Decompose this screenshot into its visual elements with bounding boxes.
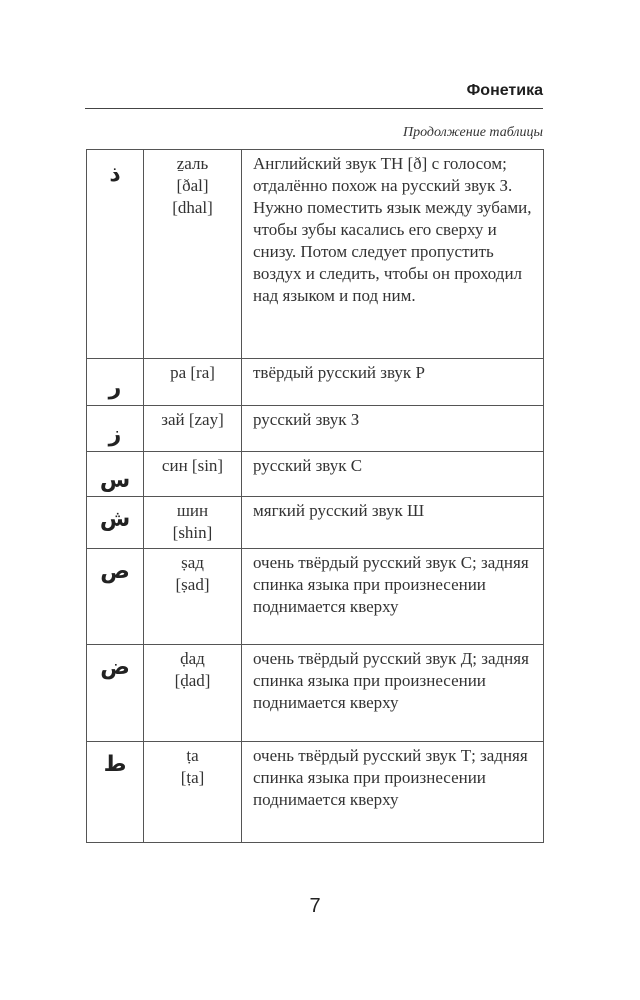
letter-name-line: зай [zay] [161,410,224,429]
table-row [87,406,544,452]
table-row [87,497,544,549]
arabic-letter: ذ [87,150,144,359]
letter-description: очень твёрдый русский звук Д; задняя спинка языка при произнесении поднимается кверху [242,645,544,742]
letter-description: очень твёрдый русский звук С; задняя спинка языка при произнесении поднимается кверху [242,549,544,645]
letter-description: очень твёрдый русский звук Т; задняя спинка языка при произнесении поднимается кверху [242,742,544,843]
letter-name [144,150,242,359]
table-row [87,452,544,497]
letter-name [144,359,242,406]
phonetics-table [86,149,544,843]
letter-description: мягкий русский звук Ш [242,497,544,549]
table-continuation-label: Продолжение таблицы [402,125,543,140]
header-rule [85,108,543,109]
letter-name-line: [ḍad] [174,671,211,690]
table-row [87,645,544,742]
table-row [87,742,544,843]
letter-name-line: ẕаль [176,154,209,173]
table-row [87,150,544,359]
arabic-letter: ض [87,645,144,742]
letter-name-line: [dhal] [172,198,213,217]
letter-name-line: [shin] [172,523,213,542]
running-head-section-title: Фонетика [466,82,543,99]
letter-name-line: син [sin] [161,456,224,475]
letter-name [144,645,242,742]
letter-name [144,742,242,843]
arabic-letter: ز [87,406,144,452]
arabic-letter: ص [87,549,144,645]
letter-name-line: [ṭa] [180,768,205,787]
arabic-letter: ش [87,497,144,549]
letter-name-line: ḍад [180,649,205,668]
table-row [87,549,544,645]
page-number: 7 [309,895,321,917]
arabic-letter: س [87,452,144,497]
letter-description: твёрдый русский звук Р [242,359,544,406]
letter-name-line: шин [176,501,209,520]
letter-name [144,452,242,497]
letter-name-line: [ṣad] [175,575,210,594]
letter-description: Английский звук TH [ð] с голосом; отдалённо похож на русский звук З. Нужно поместить язык между зубами, чтобы зубы касались его сверху и снизу. Потом следует пропустить воздух и следить, чтобы он проходил над языком и под ним. [242,150,544,359]
letter-name [144,497,242,549]
arabic-letter: ر [87,359,144,406]
letter-description: русский звук З [242,406,544,452]
table-row [87,359,544,406]
letter-name-line: ṭа [186,746,199,765]
letter-name [144,406,242,452]
letter-description: русский звук С [242,452,544,497]
letter-name-line: [ðal] [176,176,209,195]
letter-name-line: ṣад [181,553,204,572]
arabic-letter: ط [87,742,144,843]
letter-name [144,549,242,645]
letter-name-line: ра [ra] [170,363,215,382]
